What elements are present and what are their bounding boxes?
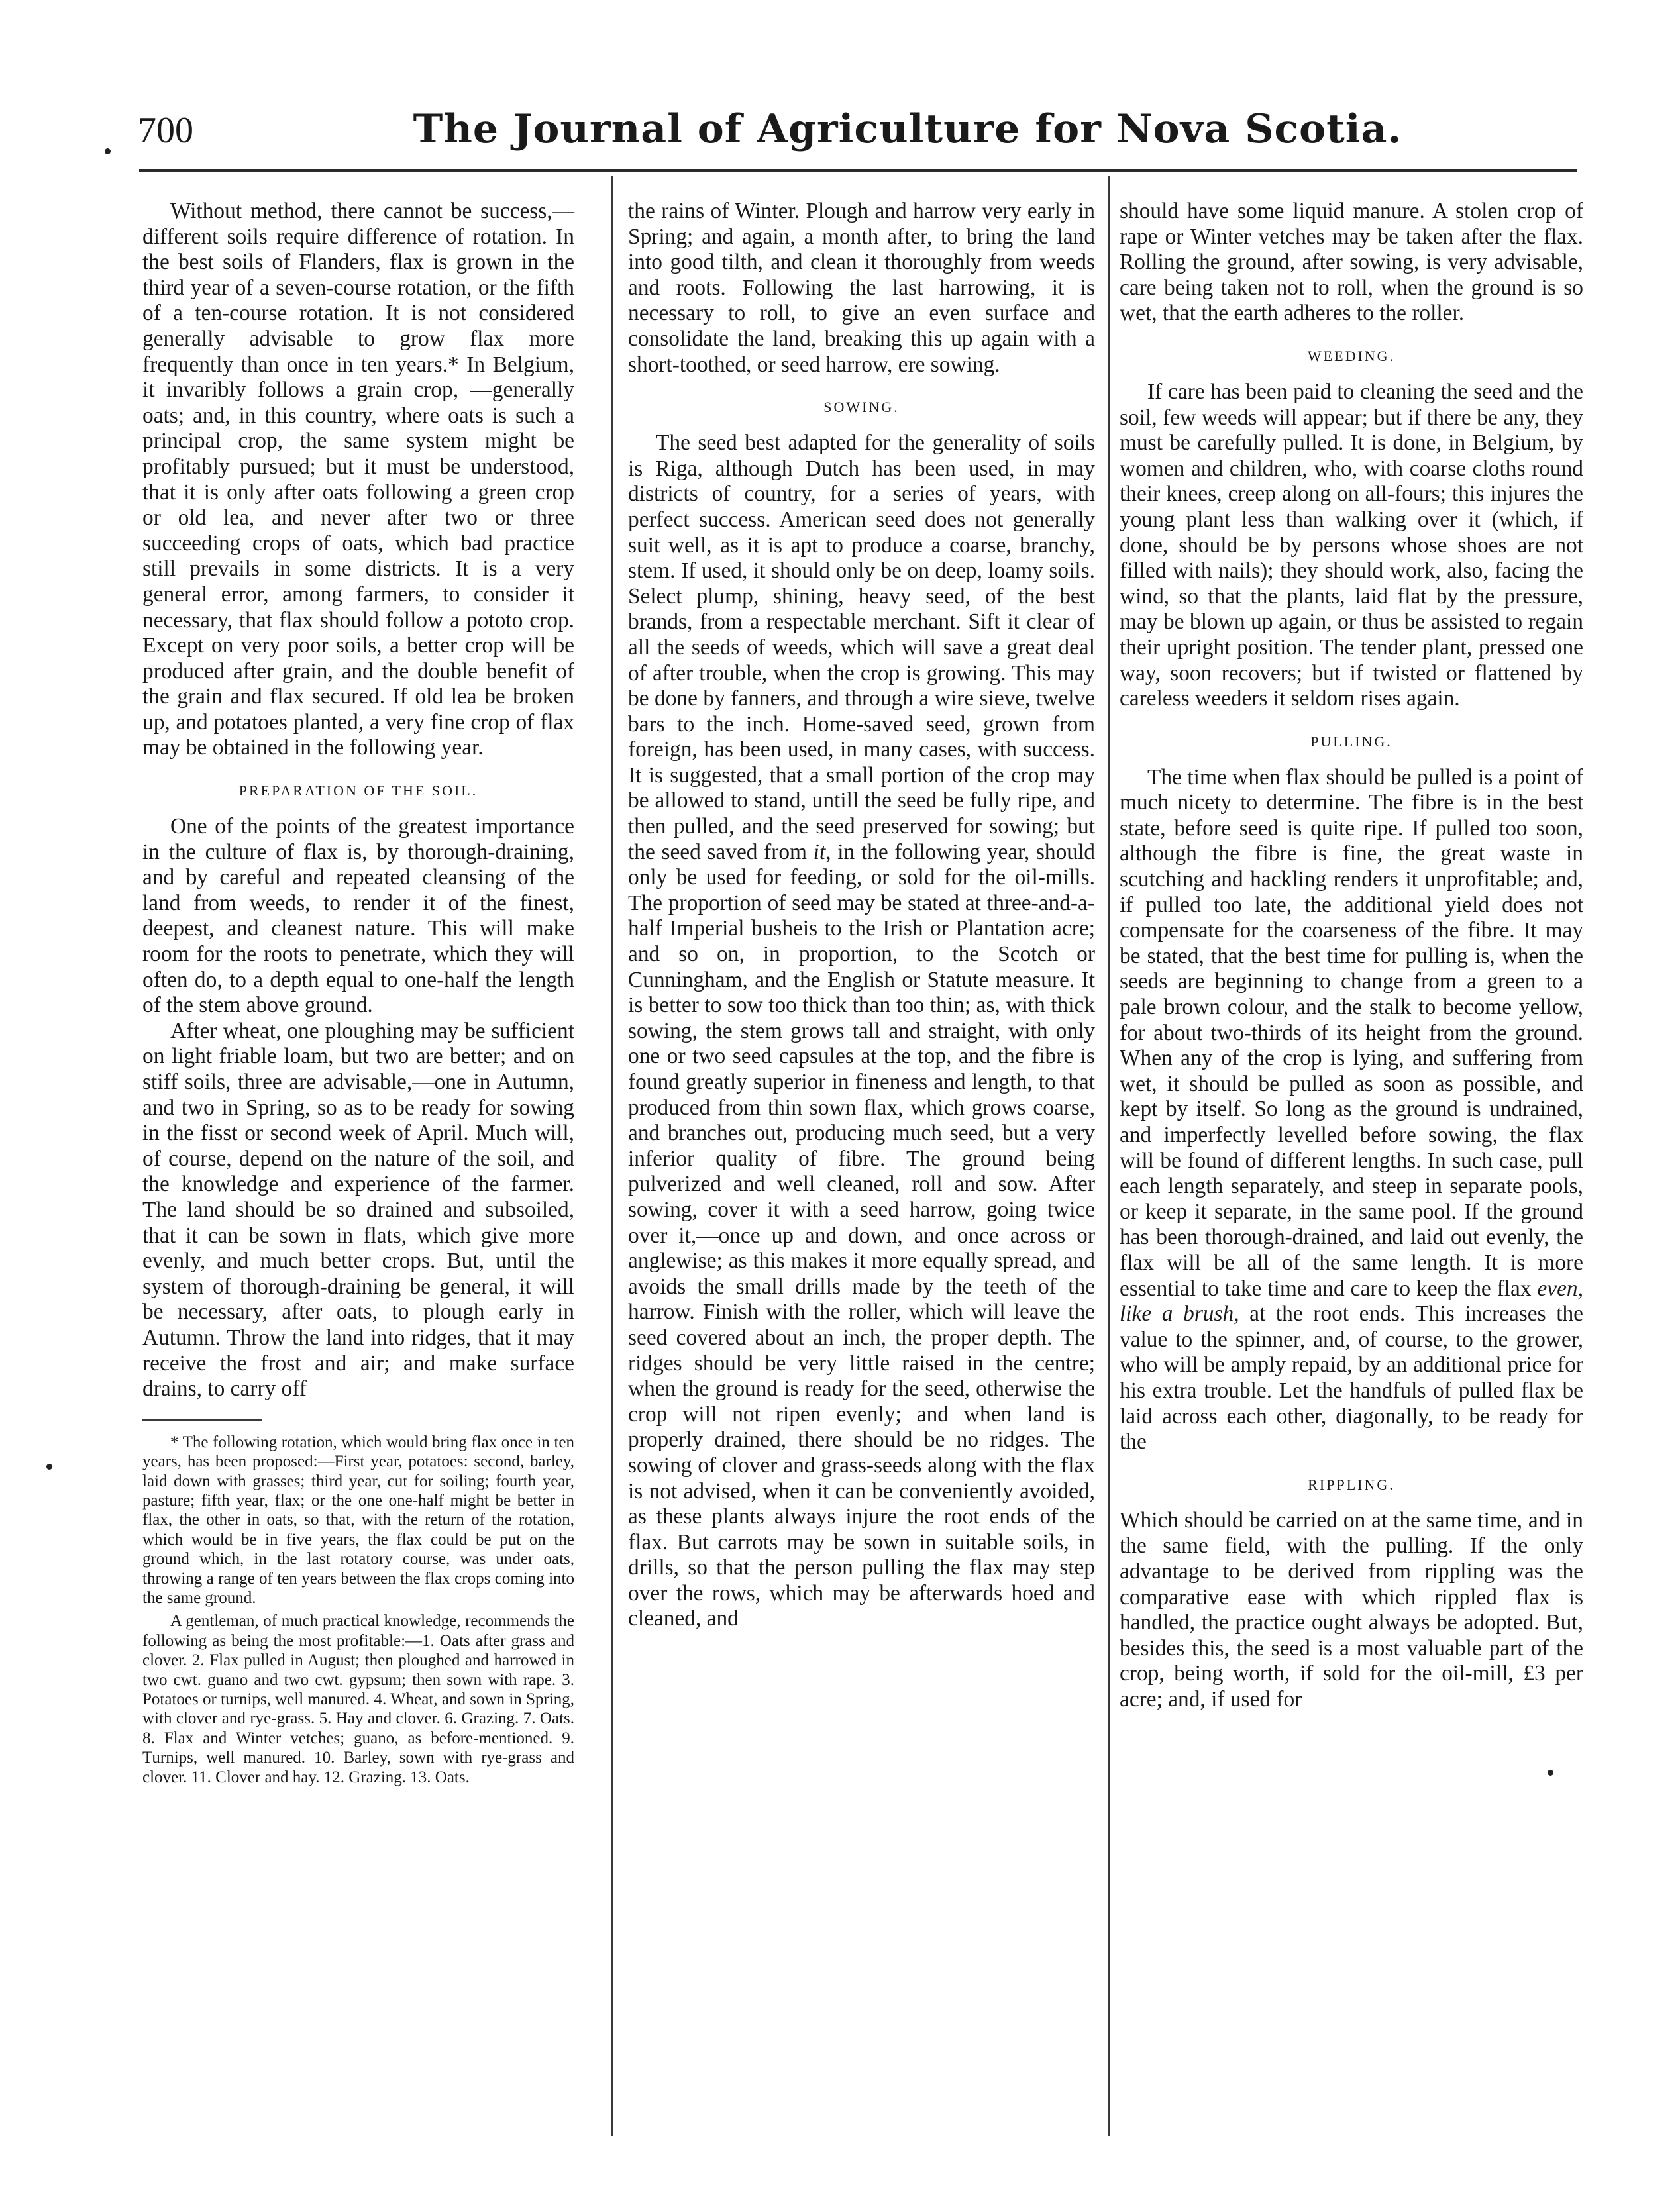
paragraph: the rains of Winter. Plough and harrow very early in Spring; and again, a month after, to bring the land into good tilth, and clean it thoroughly from weeds and roots. Following the last harrowing, it is necessary to roll, to give an even surface and consolidate the land, breaking this up again with a short-toothed, or seed harrow, ere sowing.	[628, 199, 1095, 377]
margin-dot	[1548, 1770, 1553, 1776]
italic-text: it	[813, 839, 826, 864]
section-heading-weeding: WEEDING.	[1307, 347, 1396, 364]
paragraph: After wheat, one ploughing may be sufficient on light friable loam, but two are better; and on stiff soils, three are advisable,—one in Autumn, and two in Spring, so as to be ready for sowing in the fisst or second week of April. Much will, of course, depend on the nature of the soil, and the knowledge and experience of the farmer. The land should be so drained and subsoiled, that it can be sown in flats, which give more evenly, and much better crops. But, until the system of thorough-draining be general, it will be necessary, after oats, to plough early in Autumn. Throw the land into ridges, that it may receive the frost and air; and make surface drains, to carry off	[142, 1018, 574, 1402]
paragraph	[1120, 765, 1583, 1455]
footnote: * The following rotation, which would bring flax once in ten years, has been proposed:—First year, potatoes: second, barley, laid down with grasses; third year, cut for soiling; fourth year, pasture; fifth year, flax; or the one one-half might be better in flax, the other in oats, so that, with the return of the rotation, which would be in five years, the flax could be put on the ground which, in the last rotatory course, was under oats, throwing a range of ten years between the flax crops coming into the same ground.	[142, 1433, 574, 1607]
running-title: The Journal of Agriculture for Nova Scotia.	[413, 106, 1402, 152]
text-run: The time when flax should be pulled is a point of much nicety to determine. The fibre is in the best state, before seed is quite ripe. If pulled too soon, although the fibre is fine, the great waste in scutching and hackling renders it unprofitable; and, if pulled too late, the additional yield does not compensate for the coarseness of the fibre. It may be stated, that the best time for pulling is, when the seeds are beginning to change from a green to a pale brown colour, and the stalk to become yellow, for about two-thirds of its height from the ground. When any of the crop is lying, and suffering from wet, it should be pulled as soon as possible, and kept by itself. So long as the ground is undrained, and imperfectly levelled before sowing, the flax will be found of different lengths. In such case, pull each length separately, and steep in separate pools, or keep it separate, in the same pool. If the ground has been thorough-drained, and laid out evenly, the flax will be all of the same length. It is more essential to take time and care to keep the flax	[1120, 764, 1583, 1301]
italic-text: even, like a brush,	[1120, 1276, 1583, 1327]
footnote-rule	[142, 1419, 262, 1421]
paragraph: One of the points of the greatest importance in the culture of flax is, by thorough-draining, and by careful and repeated cleansing of the land from weeds, to render it of the finest, deepest, and cleanest nature. This will make room for the roots to penetrate, which they will often do, to a depth equal to one-half the length of the stem above ground.	[142, 814, 574, 1018]
column-3	[1120, 199, 1583, 1712]
footnote: A gentleman, of much practical knowledge, recommends the following as being the most profitable:—1. Oats after grass and clover. 2. Flax pulled in August; then ploughed and harrowed in two cwt. guano and two cwt. gypsum; then sown with rape. 3. Potatoes or turnips, well manured. 4. Wheat, and sown in Spring, with clover and rye-grass. 5. Hay and clover. 6. Grazing. 7. Oats. 8. Flax and Winter vetches; guano, as before-mentioned. 9. Turnips, well manured. 10. Barley, sown with rye-grass and clover. 11. Clover and hay. 12. Grazing. 13. Oats.	[142, 1612, 574, 1786]
paragraph: Without method, there cannot be success,—different soils require difference of rotation. In the best soils of Flanders, flax is grown in the third year of a seven-course rotation, or the fifth of a ten-course rotation. It is not considered generally advisable to grow flax more frequently than once in ten years.* In Belgium, it invaribly follows a grain crop, —generally oats; and, in this country, where oats is such a principal crop, the same system might be profitably pursued; but it must be understood, that it is only after oats following a green crop or old lea, and never after two or three succeeding crops of oats, which bad practice still prevails in some districts. It is a very general error, among farmers, to consider it necessary, that flax should follow a pototo crop. Except on very poor soils, a better crop will be produced after grain, and the double benefit of the grain and flax secured. If old lea be broken up, and potatoes planted, a very fine crop of flax may be obtained in the following year.	[142, 199, 574, 760]
section-heading-rippling: RIPPLING.	[1308, 1476, 1395, 1493]
section-heading-pulling: PULLING.	[1310, 733, 1392, 750]
text-run: The seed best adapted for the generality of soils is Riga, although Dutch has been used, in may districts of country, for a series of years, with perfect success. American seed does not generally suit well, as it is apt to produce a coarse, branchy, stem. If used, it should only be on deep, loamy soils. Select plump, shining, heavy seed, of the best brands, from a respectable merchant. Sift it clear of all the seeds of weeds, which will save a great deal of after trouble, when the crop is growing. This may be done by fanners, and through a wire sieve, twelve bars to the inch. Home-saved seed, grown from foreign, has been used, in many cases, with success. It is suggested, that a small portion of the crop may be allowed to stand, untill the seed be fully ripe, and then pulled, and the seed preserved for sowing; but the seed saved from	[628, 431, 1095, 864]
column-divider-right	[1108, 176, 1110, 2136]
column-2	[628, 199, 1095, 1632]
margin-dot	[46, 1464, 52, 1470]
header-rule	[139, 169, 1577, 172]
page-number: 700	[138, 110, 193, 151]
paragraph	[628, 431, 1095, 1632]
section-heading-sowing: SOWING.	[823, 399, 900, 416]
text-run: at the root ends. This increases the value to the spinner, and, of course, to the grower, who will be amply repaid, by an additional price for his extra trouble. Let the handfuls of pulled flax be laid across each other, diagonally, to be ready for the	[1120, 1302, 1583, 1455]
paragraph: If care has been paid to cleaning the seed and the soil, few weeds will appear; but if there be any, they must be carefully pulled. It is done, in Belgium, by women and children, who, with coarse cloths round their knees, creep along on all-fours; this injures the young plant less than walking over it (which, if done, should be by persons whose shoes are not filled with nails); they should work, also, facing the wind, so that the plants, laid flat by the pressure, may be blown up again, or thus be assisted to regain their upright position. The tender plant, pressed one way, soon recovers; but if twisted or flattened by careless weeders it seldom rises again.	[1120, 379, 1583, 711]
paragraph: should have some liquid manure. A stolen crop of rape or Winter vetches may be taken after the flax. Rolling the ground, after sowing, is very advisable, care being taken not to roll, when the ground is so wet, that the earth adheres to the roller.	[1120, 199, 1583, 326]
margin-dot	[105, 148, 111, 154]
column-divider-left	[611, 176, 613, 2136]
paragraph: Which should be carried on at the same time, and in the same field, with the pulling. If the only advantage to be derived from rippling was the comparative ease with which rippled flax is handled, the practice ought always be adopted. But, besides this, the seed is a most valuable part of the crop, being worth, if sold for the oil-mill, £3 per acre; and, if used for	[1120, 1508, 1583, 1712]
text-run: , in the following year, should only be used for feeding, or sold for the oil-mills. The proportion of seed may be stated at three-and-a-half Imperial busheis to the Irish or Plantation acre; and so on, in proportion, to the Scotch or Cunningham, and the English or Statute measure. It is better to sow too thick than too thin; as, with thick sowing, the stem grows tall and straight, with only one or two seed capsules at the top, and the fibre is found greatly superior in fineness and length, to that produced from thin sown flax, which grows coarse, and branches out, producing much seed, but a very inferior quality of fibre. The ground being pulverized and well cleaned, roll and sow. After sowing, cover it with a seed harrow, going twice over it,—once up and down, and once across or anglewise; as this makes it more equally spread, and avoids the small drills made by the teeth of the harrow. Finish with the roller, which will leave the seed covered about an inch, the proper depth. The ridges should be very little raised in the centre; when the ground is ready for the seed, otherwise the crop will not ripen evenly; and when land is properly drained, there should be no ridges. The sowing of clover and grass-seeds along with the flax is not advised, when it can be conveniently avoided, as these plants always injure the root ends of the flax. But carrots may be sown in suitable soils, in drills, so that the person pulling the flax may step over the rows, which may be afterwards hoed and cleaned, and	[628, 839, 1095, 1631]
section-heading-preparation: PREPARATION OF THE SOIL.	[238, 782, 478, 799]
column-1	[142, 199, 574, 1787]
